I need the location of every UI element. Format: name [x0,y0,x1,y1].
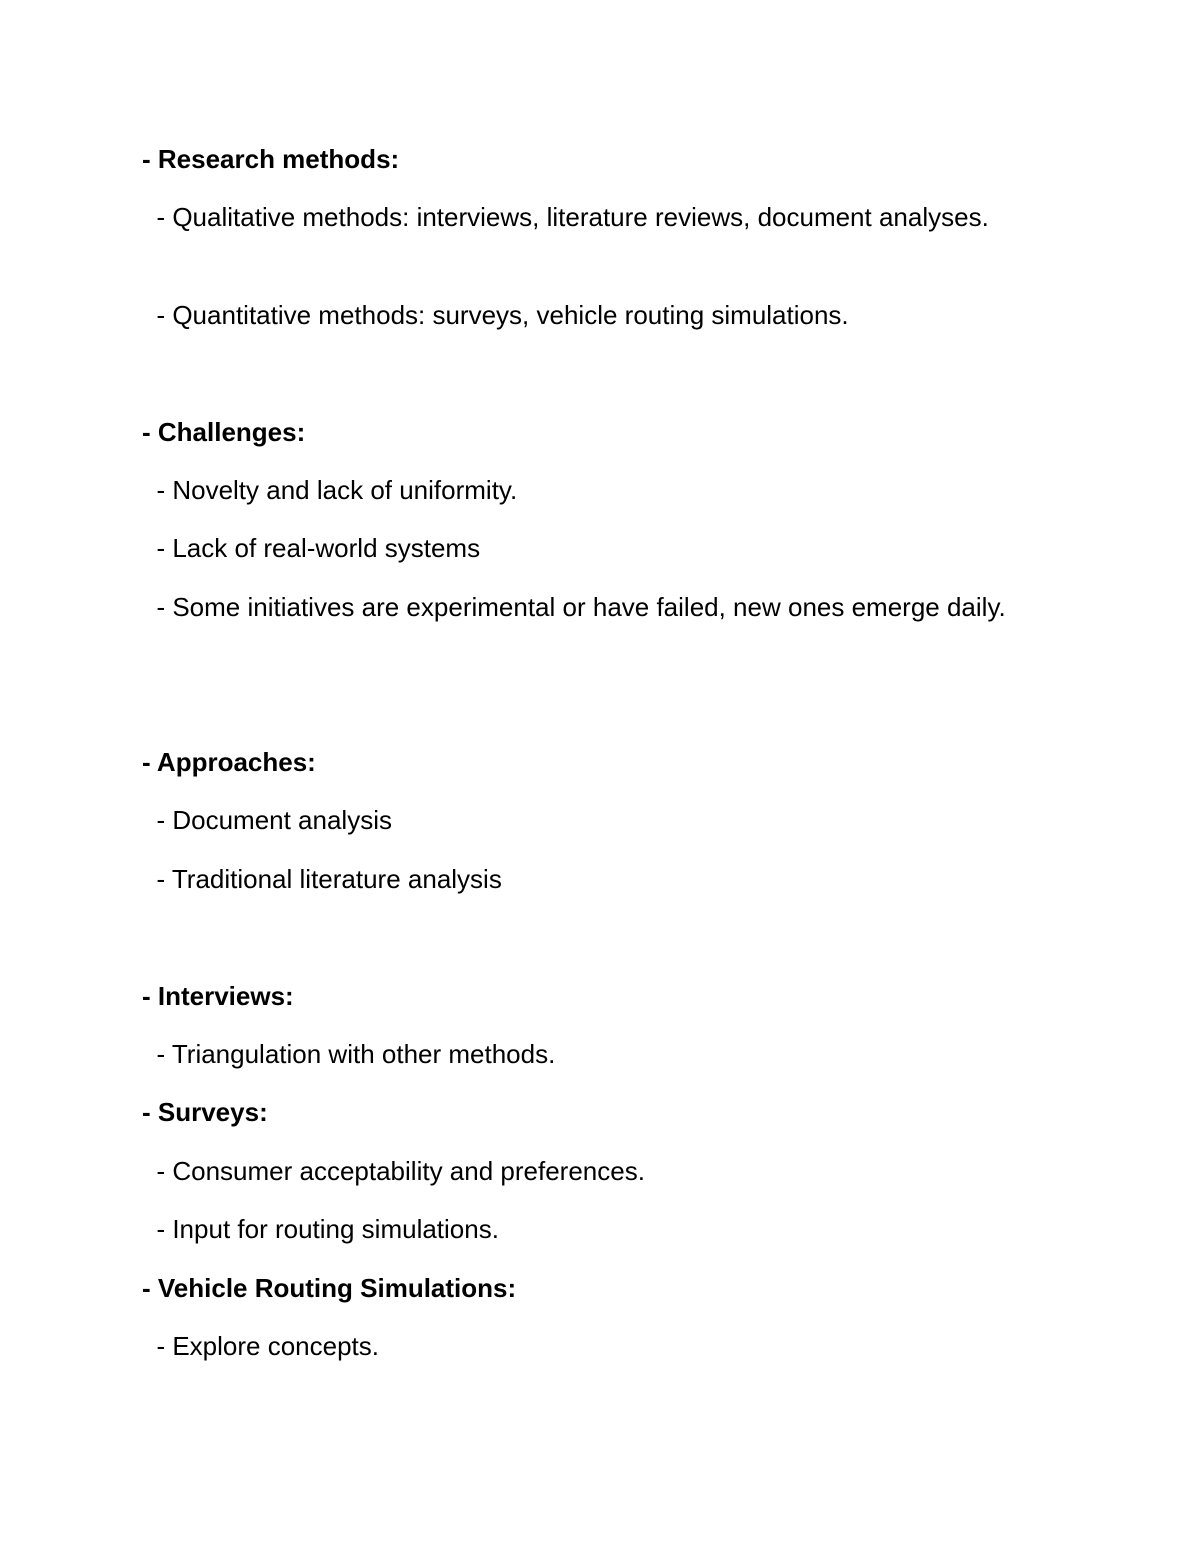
heading-research-methods: - Research methods: [142,144,400,174]
heading-interviews: - Interviews: [142,981,294,1011]
list-item: - Traditional literature analysis [142,864,502,894]
list-item: - Explore concepts. [142,1331,380,1361]
heading-surveys: - Surveys: [142,1097,268,1127]
list-item: - Qualitative methods: interviews, literature reviews, document analyses. [142,202,989,232]
list-item: - Document analysis [142,805,392,835]
heading-approaches: - Approaches: [142,747,316,777]
list-item: - Quantitative methods: surveys, vehicle routing simulations. [142,300,849,330]
heading-vehicle-routing-simulations: - Vehicle Routing Simulations: [142,1273,517,1303]
list-item: - Novelty and lack of uniformity. [142,475,518,505]
list-item: - Triangulation with other methods. [142,1039,556,1069]
heading-challenges: - Challenges: [142,417,306,447]
list-item: - Lack of real-world systems [142,533,481,563]
list-item: - Consumer acceptability and preferences. [142,1156,645,1186]
list-item: - Input for routing simulations. [142,1214,499,1244]
list-item: - Some initiatives are experimental or have failed, new ones emerge daily. [142,592,1006,622]
